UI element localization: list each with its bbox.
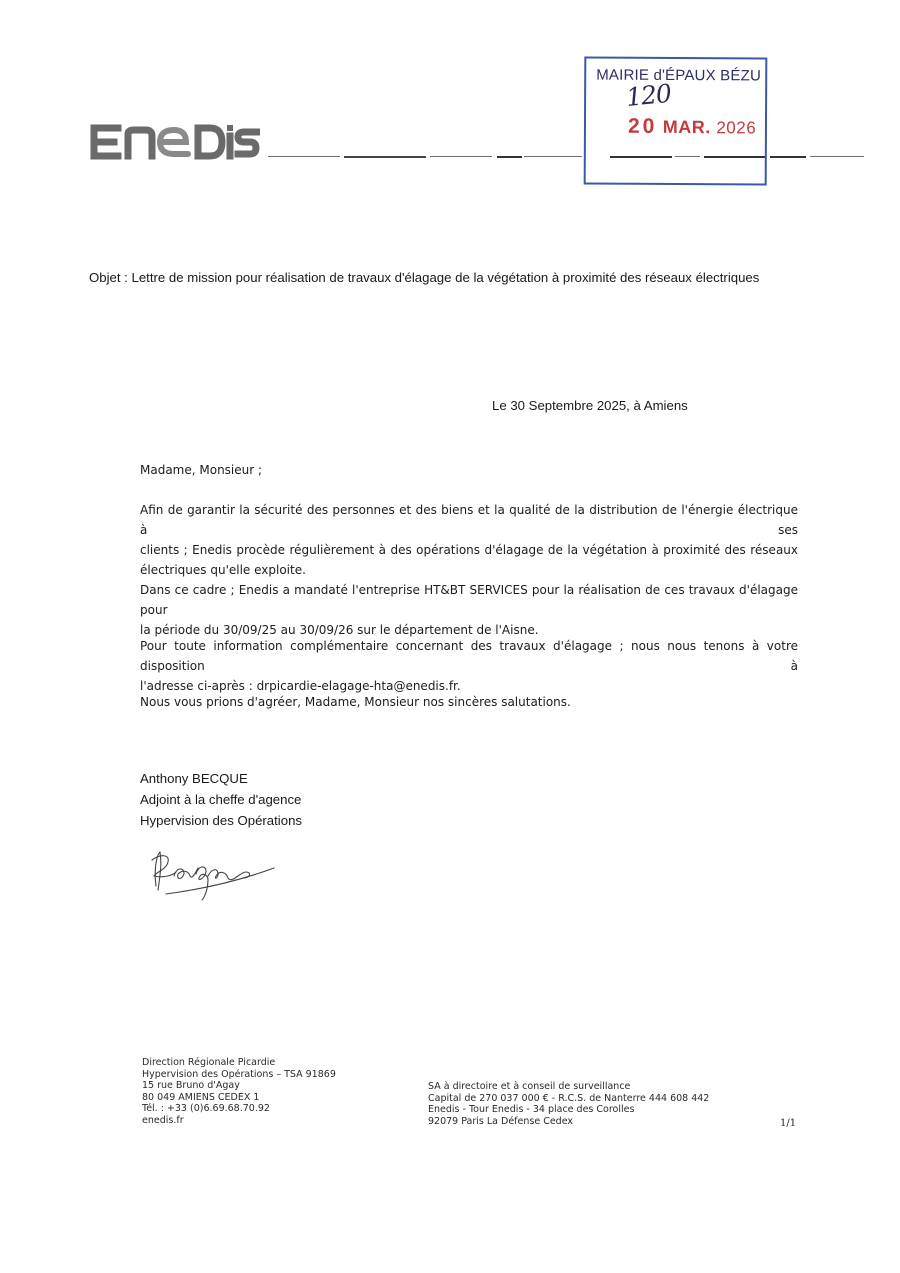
stamp-title: MAIRIE d'ÉPAUX BÉZU xyxy=(596,66,762,85)
footer-line: 92079 Paris La Défense Cedex xyxy=(428,1115,574,1127)
letter-date: Le 30 Septembre 2025, à Amiens xyxy=(492,398,688,413)
paragraph-line: Afin de garantir la sécurité des personnes et des biens et la qualité de la distribution de l'énergie électrique à ses xyxy=(140,503,798,537)
signatory-role: Adjoint à la cheffe d'agence xyxy=(140,792,302,807)
paragraph-line: Pour toute information complémentaire concernant des travaux d'élagage ; nous nous tenons à votre disposition à xyxy=(140,639,798,673)
paragraph-1 xyxy=(140,500,798,580)
paragraph-line: Dans ce cadre ; Enedis a mandaté l'entreprise HT&BT SERVICES pour la réalisation de ces travaux d'élagage pour xyxy=(140,583,798,617)
header-rule xyxy=(430,156,492,157)
footer-line: Tél. : +33 (0)6.69.68.70.92 xyxy=(142,1103,270,1114)
footer-line: Direction Régionale Picardie xyxy=(142,1057,276,1068)
signatory-department: Hypervision des Opérations xyxy=(140,813,302,828)
logo-i-dot xyxy=(227,125,233,131)
header-rule xyxy=(268,156,340,157)
letter-subject: Objet : Lettre de mission pour réalisation de travaux d'élagage de la végétation à proximité des réseaux électriques xyxy=(89,270,760,285)
paragraph-3 xyxy=(140,636,798,696)
paragraph-line: la période du 30/09/25 au 30/09/26 sur le département de l'Aisne. xyxy=(140,623,539,637)
stamp-date-month: MAR. xyxy=(662,116,711,138)
handwritten-signature xyxy=(146,846,281,906)
signatory-name: Anthony BECQUE xyxy=(140,771,248,786)
stamp-number: 120 xyxy=(624,78,673,113)
reception-stamp xyxy=(584,57,768,186)
header-rule xyxy=(770,156,806,158)
paragraph-line: l'adresse ci-après : drpicardie-elagage-hta@enedis.fr. xyxy=(140,679,461,693)
closing-formula: Nous vous prions d'agréer, Madame, Monsieur nos sincères salutations. xyxy=(140,695,571,709)
footer-line: Enedis - Tour Enedis - 34 place des Corolles xyxy=(428,1104,635,1115)
header-rule xyxy=(810,156,864,157)
header-rule xyxy=(524,156,582,157)
footer-link[interactable]: enedis.fr xyxy=(142,1114,184,1126)
stamp-date-year: 2026 xyxy=(716,118,757,138)
footer-line: 15 rue Bruno d'Agay xyxy=(142,1080,240,1091)
stamp-date-day: 20 xyxy=(627,114,658,138)
page-number: 1/1 xyxy=(780,1118,797,1129)
paragraph-line: électriques qu'elle exploite. xyxy=(140,563,306,577)
header-rule xyxy=(497,156,522,158)
footer-line: 80 049 AMIENS CEDEX 1 xyxy=(142,1091,260,1103)
logo-e-mark xyxy=(160,130,188,154)
footer-line: Hypervision des Opérations – TSA 91869 xyxy=(142,1068,336,1080)
footer-legal xyxy=(428,1081,709,1127)
signatory-block xyxy=(140,768,302,831)
footer-line: SA à directoire et à conseil de surveillance xyxy=(428,1081,631,1092)
footer-address xyxy=(142,1057,336,1126)
paragraph-line: clients ; Enedis procède régulièrement à des opérations d'élagage de la végétation à proximité des réseaux xyxy=(140,543,798,557)
salutation: Madame, Monsieur ; xyxy=(140,463,263,477)
header-rule xyxy=(344,156,426,158)
stamp-date xyxy=(628,115,756,140)
enedis-logo xyxy=(88,118,260,164)
paragraph-2 xyxy=(140,580,798,640)
footer-line: Capital de 270 037 000 € - R.C.S. de Nanterre 444 608 442 xyxy=(428,1092,710,1104)
